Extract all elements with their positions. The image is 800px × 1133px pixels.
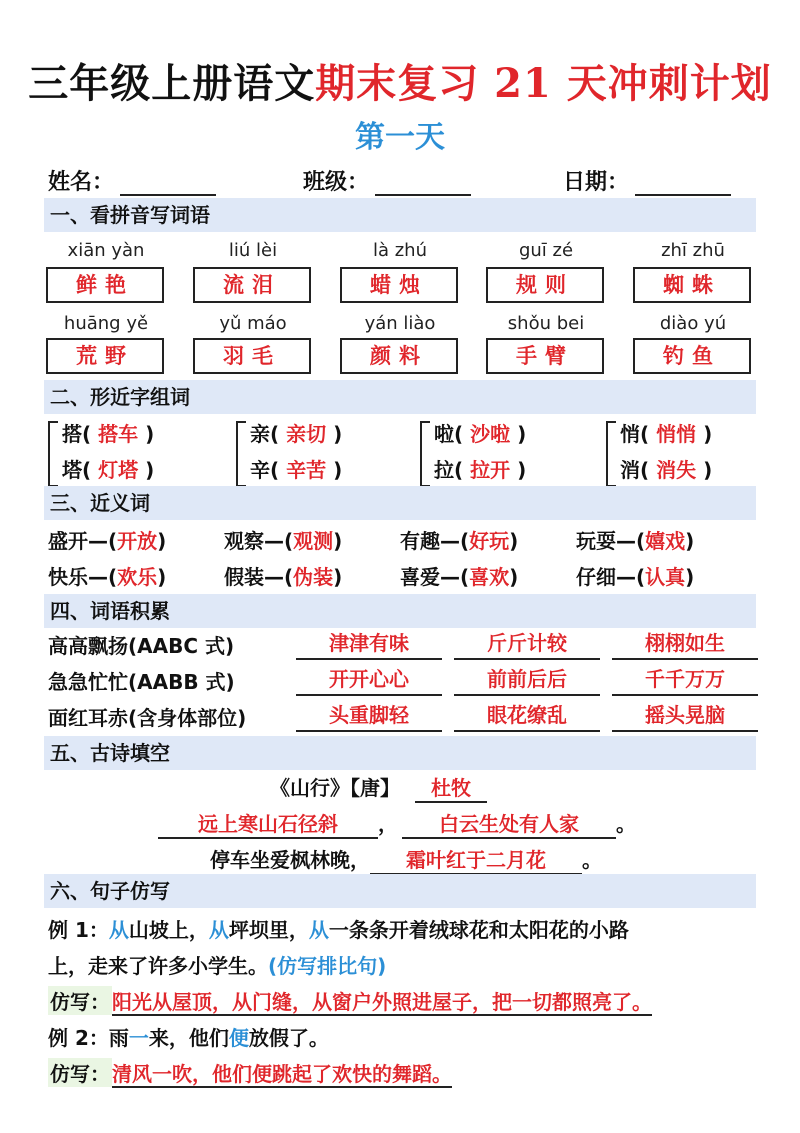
brace-bracket	[606, 421, 616, 487]
date-blank[interactable]	[635, 170, 731, 196]
accumulation-answer[interactable]: 千千万万	[612, 664, 758, 696]
brace-bracket	[420, 421, 430, 487]
accumulation-answer[interactable]: 栩栩如生	[612, 628, 758, 660]
imitation-label: 仿写：	[48, 1058, 112, 1087]
synonym-answer[interactable]: 欢乐	[117, 565, 158, 589]
accumulation-label: 面红耳赤(含身体部位)	[48, 706, 247, 730]
word-answer-box[interactable]: 规则	[486, 267, 604, 303]
pinyin-label: yǔ máo	[219, 313, 287, 334]
word-answer-box[interactable]: 鲜艳	[46, 267, 164, 303]
word-answer-box[interactable]: 流泪	[193, 267, 311, 303]
synonym-item: 有趣—(好玩)	[400, 529, 519, 553]
similar-char-answer[interactable]: 消失	[656, 458, 697, 482]
pinyin-label: huāng yě	[63, 313, 149, 334]
similar-char-pair	[606, 418, 786, 488]
synonym-item: 喜爱—(喜欢)	[400, 565, 519, 589]
synonym-item: 玩耍—(嬉戏)	[576, 529, 695, 553]
section-heading-synonyms: 三、近义词	[44, 486, 756, 520]
synonym-answer[interactable]: 开放	[117, 529, 158, 553]
section-heading-word-accumulation: 四、词语积累	[44, 594, 756, 628]
similar-char-row: 塔( 灯塔 )	[62, 458, 155, 482]
similar-char-answer[interactable]: 灯塔	[98, 458, 139, 482]
pinyin-label: là zhú	[372, 240, 428, 261]
class-blank[interactable]	[375, 170, 471, 196]
word-answer-box[interactable]: 蜘蛛	[633, 267, 751, 303]
pinyin-label: diào yú	[659, 313, 727, 334]
pinyin-label: liú lèi	[228, 240, 278, 261]
example-1-line-2: 上，走来了许多小学生。(仿写排比句)	[48, 954, 387, 978]
poem-punct: ，	[378, 812, 398, 836]
poem-line-2	[210, 844, 602, 875]
similar-char-answer[interactable]: 拉开	[470, 458, 511, 482]
accumulation-answer[interactable]: 津津有味	[296, 628, 442, 660]
pinyin-label: yán liào	[364, 313, 436, 334]
poem-author-answer[interactable]: 杜牧	[415, 772, 487, 803]
poem-title: 《山行》【唐】	[270, 776, 400, 800]
accumulation-answer[interactable]: 斤斤计较	[454, 628, 600, 660]
accumulation-answer[interactable]: 摇头晃脑	[612, 700, 758, 732]
synonym-item: 仔细—(认真)	[576, 565, 695, 589]
pinyin-label: xiān yàn	[67, 240, 145, 261]
accumulation-answer[interactable]: 头重脚轻	[296, 700, 442, 732]
similar-char-pair	[48, 418, 228, 488]
synonym-item: 快乐—(欢乐)	[48, 565, 167, 589]
imitation-1	[48, 986, 652, 1015]
example-2: 例 2：雨一来，他们便放假了。	[48, 1026, 329, 1050]
brace-bracket	[236, 421, 246, 487]
brace-bracket	[48, 421, 58, 487]
student-info-row	[48, 165, 768, 197]
name-label: 姓名：	[48, 170, 115, 195]
imitation-2	[48, 1058, 452, 1087]
page-title	[0, 52, 800, 109]
synonym-answer[interactable]: 嬉戏	[645, 529, 686, 553]
similar-char-pair	[420, 418, 600, 488]
word-answer-box[interactable]: 羽毛	[193, 338, 311, 374]
similar-char-row: 亲( 亲切 )	[250, 422, 343, 446]
similar-char-answer[interactable]: 亲切	[286, 422, 327, 446]
section-heading-pinyin: 一、看拼音写词语	[44, 198, 756, 232]
synonym-answer[interactable]: 认真	[645, 565, 686, 589]
similar-char-pair	[236, 418, 416, 488]
synonym-answer[interactable]: 伪装	[293, 565, 334, 589]
class-label: 班级：	[303, 170, 370, 195]
word-answer-box[interactable]: 手臂	[486, 338, 604, 374]
similar-char-row: 啦( 沙啦 )	[434, 422, 527, 446]
imitation-answer[interactable]: 清风一吹，他们便跳起了欢快的舞蹈。	[112, 1062, 452, 1086]
word-answer-box[interactable]: 蜡烛	[340, 267, 458, 303]
imitation-label: 仿写：	[48, 986, 112, 1015]
name-blank[interactable]	[120, 170, 216, 196]
example-1-line-1: 例 1：从山坡上，从坪坝里，从一条条开着绒球花和太阳花的小路	[48, 918, 629, 942]
section-heading-poem: 五、古诗填空	[44, 736, 756, 770]
date-label: 日期：	[563, 170, 630, 195]
similar-char-answer[interactable]: 搭车	[98, 422, 139, 446]
similar-char-row: 拉( 拉开 )	[434, 458, 527, 482]
poem-title-line	[270, 772, 487, 803]
word-answer-box[interactable]: 颜料	[340, 338, 458, 374]
synonym-item: 假装—(伪装)	[224, 565, 343, 589]
title-black-part: 三年级上册语文	[28, 60, 316, 107]
section-heading-similar-chars: 二、形近字组词	[44, 380, 756, 414]
similar-char-row: 消( 消失 )	[620, 458, 713, 482]
poem-answer[interactable]: 霜叶红于二月花	[370, 844, 582, 875]
poem-punct: 。	[616, 812, 636, 836]
pinyin-label: zhī zhū	[661, 240, 725, 261]
synonym-answer[interactable]: 好玩	[469, 529, 510, 553]
poem-answer[interactable]: 白云生处有人家	[402, 808, 616, 839]
imitation-answer[interactable]: 阳光从屋顶，从门缝，从窗户外照进屋子，把一切都照亮了。	[112, 990, 652, 1014]
word-answer-box[interactable]: 荒野	[46, 338, 164, 374]
poem-answer[interactable]: 远上寒山石径斜	[158, 808, 378, 839]
imitation-hint: (仿写排比句)	[268, 954, 387, 978]
pinyin-label: guī zé	[518, 240, 574, 261]
date-field[interactable]	[563, 165, 731, 196]
synonym-answer[interactable]: 喜欢	[469, 565, 510, 589]
similar-char-answer[interactable]: 沙啦	[470, 422, 511, 446]
name-field[interactable]	[48, 165, 216, 196]
word-answer-box[interactable]: 钓鱼	[633, 338, 751, 374]
accumulation-answer[interactable]: 眼花缭乱	[454, 700, 600, 732]
accumulation-label: 急急忙忙(AABB 式)	[48, 670, 235, 694]
accumulation-answer[interactable]: 开开心心	[296, 664, 442, 696]
poem-line-1	[158, 808, 636, 839]
similar-char-answer[interactable]: 辛苦	[286, 458, 327, 482]
section-heading-sentence-imitation: 六、句子仿写	[44, 874, 756, 908]
similar-char-row: 悄( 悄悄 )	[620, 422, 713, 446]
poem-given-text: 停车坐爱枫林晚，	[210, 848, 370, 872]
accumulation-answer[interactable]: 前前后后	[454, 664, 600, 696]
similar-char-row: 辛( 辛苦 )	[250, 458, 343, 482]
similar-char-row: 搭( 搭车 )	[62, 422, 155, 446]
title-red-part: 期末复习 21 天冲刺计划	[315, 60, 772, 107]
similar-char-answer[interactable]: 悄悄	[656, 422, 697, 446]
synonym-item: 观察—(观测)	[224, 529, 343, 553]
synonym-answer[interactable]: 观测	[293, 529, 334, 553]
class-field[interactable]	[303, 165, 471, 196]
pinyin-label: shǒu bei	[507, 313, 585, 334]
page-subtitle: 第一天	[355, 120, 445, 155]
synonym-item: 盛开—(开放)	[48, 529, 167, 553]
poem-punct: 。	[582, 848, 602, 872]
accumulation-label: 高高飘扬(AABC 式)	[48, 634, 235, 658]
